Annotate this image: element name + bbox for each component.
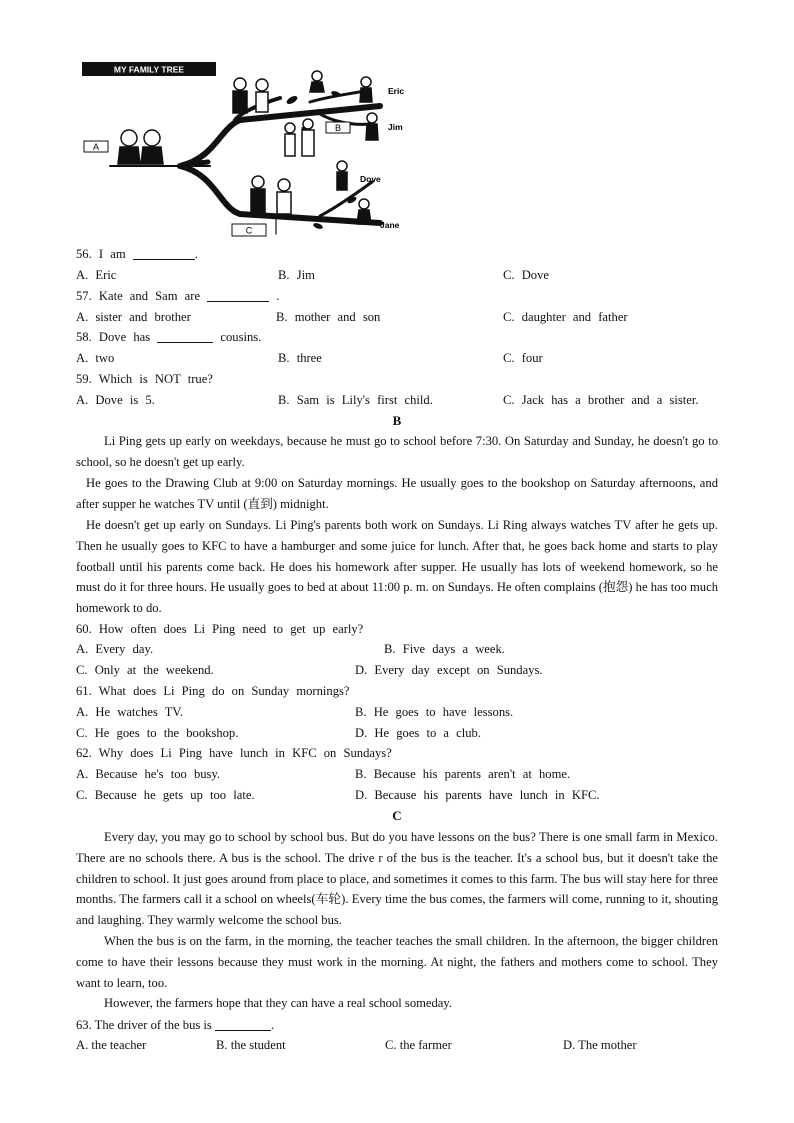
grandparents-illustration: [118, 130, 163, 164]
q59-option-a: A. Dove is 5.: [76, 393, 155, 407]
answer-blank: [157, 330, 213, 343]
q57-option-a: A. sister and brother: [76, 310, 191, 324]
q58-option-b: B. three: [278, 351, 322, 365]
q62-option-b: B. Because his parents aren't at home.: [355, 767, 571, 781]
q62-option-d: D. Because his parents have lunch in KFC.: [355, 788, 600, 802]
question-63: 63. The driver of the bus is .: [76, 1018, 275, 1032]
family-tree-title: MY FAMILY TREE: [113, 64, 185, 75]
passage-b-paragraph-3: He doesn't get up early on Sundays. Li Ping's parents both work on Sundays. Li Ring always watches TV after he gets up. Then he usually goes to KFC to have a hamburger and some juice for lunch. After that, he goes back home and starts to play football until his parents come back. He does his homework after supper. He usually has lots of weekend homework, so he must do it for three hours. He usually goes to bed at about 11:00 p. m. on Sundays. He often complains (抱怨) he has too much homework to do.: [76, 518, 718, 616]
q63-option-b: B. the student: [216, 1038, 286, 1052]
passage-c-paragraph-2: When the bus is on the farm, in the morning, the teacher teaches the small children. In the afternoon, the bigger children come to have their lessons because they must work in the morning. At night, the fathers and mothers come to school. They want to learn, too.: [76, 934, 718, 990]
passage-c-paragraph-3: However, the farmers hope that they can have a real school someday.: [104, 996, 453, 1010]
q61-option-d: D. He goes to a club.: [355, 726, 481, 740]
q58-option-c: C. four: [503, 351, 543, 365]
q62-option-c: C. Because he gets up too late.: [76, 788, 255, 802]
answer-blank: [215, 1018, 271, 1031]
q60-option-c: C. Only at the weekend.: [76, 663, 214, 677]
q57-option-b: B. mother and son: [276, 310, 381, 324]
passage-c-paragraph-1: Every day, you may go to school by school bus. But do you have lessons on the bus? There is one small farm in Mexico. There are no schools there. A bus is the school. The drive r of the bus is the teacher. It's a school bus, but it doesn't take the children to school. It just goes around from place to place, and sometimes it comes to this farm. The bus will stay here for three months. The farmers call it a school on wheels(车轮). Every time the bus comes, the farmers will come, running to it, shouting and laughing. They warmly welcome the school bus.: [76, 830, 718, 928]
name-label-eric: Eric: [388, 86, 405, 96]
name-label-jim: Jim: [388, 122, 403, 132]
q59-option-c: C. Jack has a brother and a sister.: [503, 393, 699, 407]
q63-option-c: C. the farmer: [385, 1038, 452, 1052]
q63-option-d: D. The mother: [563, 1038, 637, 1052]
label-box-b: [326, 122, 350, 133]
svg-text:A: A: [92, 142, 100, 152]
label-box-a: [84, 141, 108, 152]
q60-option-d: D. Every day except on Sundays.: [355, 663, 543, 677]
section-c-heading: C: [392, 808, 402, 823]
q60-option-a: A. Every day.: [76, 642, 154, 656]
q56-option-c: C. Dove: [503, 268, 549, 282]
question-61: 61. What does Li Ping do on Sunday mornings?: [76, 684, 350, 698]
family-tree-figure: [80, 58, 420, 240]
q61-option-c: C. He goes to the bookshop.: [76, 726, 239, 740]
name-label-jane: Jane: [380, 220, 400, 230]
svg-text:C: C: [245, 225, 253, 236]
q62-option-a: A. Because he's too busy.: [76, 767, 221, 781]
q59-option-b: B. Sam is Lily's first child.: [278, 393, 433, 407]
answer-blank: [207, 289, 269, 302]
svg-text:B: B: [334, 123, 342, 133]
question-62: 62. Why does Li Ping have lunch in KFC on Sundays?: [76, 746, 392, 760]
passage-b-paragraph-1: Li Ping gets up early on weekdays, because he must go to school before 7:30. On Saturday and Sunday, he doesn't go to school, so he doesn't get up early.: [76, 434, 718, 469]
question-60: 60. How often does Li Ping need to get up early?: [76, 622, 364, 636]
q57-option-c: C. daughter and father: [503, 310, 628, 324]
question-58: 58. Dove has cousins.: [76, 330, 262, 344]
answer-blank: [133, 247, 195, 260]
name-label-dove: Dove: [360, 174, 381, 184]
q61-option-a: A. He watches TV.: [76, 705, 184, 719]
passage-b-paragraph-2: He goes to the Drawing Club at 9:00 on Saturday mornings. He usually goes to the bookshop on Saturday afternoons, and after supper he watches TV until (直到) midnight.: [76, 476, 718, 511]
question-57: 57. Kate and Sam are .: [76, 289, 280, 303]
q61-option-b: B. He goes to have lessons.: [355, 705, 514, 719]
label-box-c: [232, 224, 266, 236]
section-b-heading: B: [392, 413, 402, 428]
q63-option-a: A. the teacher: [76, 1038, 147, 1052]
q56-option-a: A. Eric: [76, 268, 117, 282]
question-56: 56. I am .: [76, 247, 198, 261]
question-59: 59. Which is NOT true?: [76, 372, 213, 386]
q58-option-a: A. two: [76, 351, 115, 365]
q60-option-b: B. Five days a week.: [384, 642, 505, 656]
q56-option-b: B. Jim: [278, 268, 315, 282]
